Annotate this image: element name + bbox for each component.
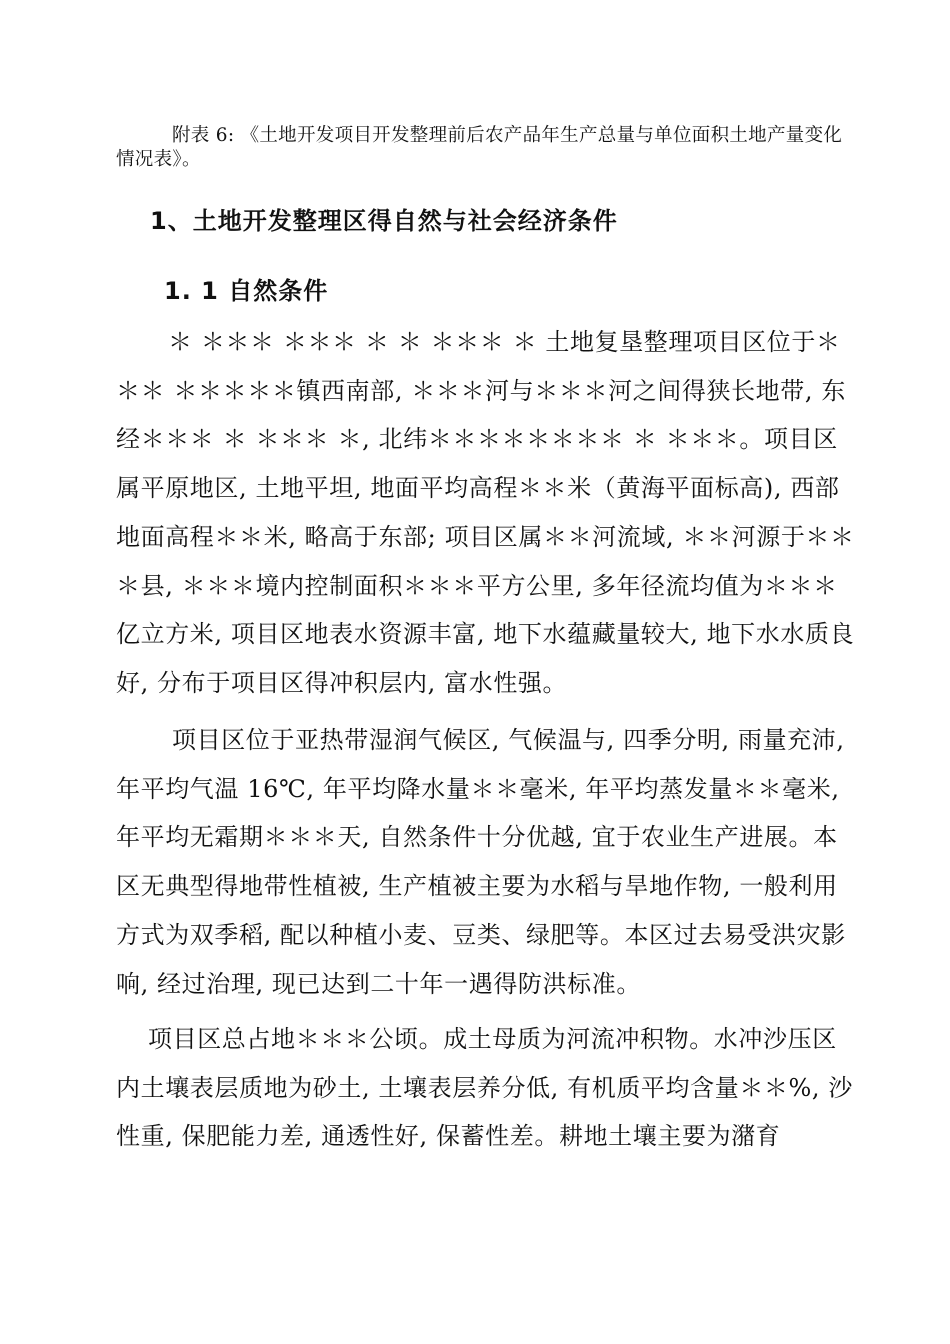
paragraph-soil: 项目区总占地＊＊＊公顷。成土母质为河流冲积物。水冲沙压区内土壤表层质地为砂土, 土壤表层养分低, 有机质平均含量＊＊%, 沙性重, 保肥能力差, 通透性好, 保蓄性差。耕地土壤主要为潴育 — [116, 1025, 853, 1151]
subsection-heading: 1. 1 自然条件 — [164, 277, 329, 305]
attachment-note: 附表 6: 《土地开发项目开发整理前后农产品年生产总量与单位面积土地产量变化情况表》。 — [116, 125, 843, 170]
paragraph-climate: 项目区位于亚热带湿润气候区, 气候温与, 四季分明, 雨量充沛, 年平均气温 16℃, 年平均降水量＊＊毫米, 年平均蒸发量＊＊毫米, 年平均无霜期＊＊＊天, 自然条件十分优越, 宜于农业生产进展。本区无典型得地带性植被, 生产植被主要为水稻与旱地作物, 一般利用方式为双季稻, 配以种植小麦、豆类、绿肥等。本区过去易受洪灾影响, 经过治理, 现已达到二十年一遇得防洪标准。 — [116, 726, 846, 998]
paragraph-location: ＊ ＊＊＊ ＊＊＊ ＊ ＊ ＊＊＊ ＊ 土地复垦整理项目区位于＊＊＊ ＊＊＊＊＊镇西南部, ＊＊＊河与＊＊＊河之间得狭长地带, 东经＊＊＊ ＊ ＊＊＊ ＊, 北纬＊＊＊＊＊＊＊＊ ＊ ＊＊＊。项目区属平原地区, 土地平坦, 地面平均高程＊＊米（黄海平面标高), 西部地面高程＊＊米, 略高于东部; 项目区属＊＊河流域, ＊＊河源于＊＊＊县, ＊＊＊境内控制面积＊＊＊平方公里, 多年径流均值为＊＊＊亿立方米, 项目区地表水资源丰富, 地下水蕴藏量较大, 地下水水质良好, 分布于项目区得冲积层内, 富水性强。 — [116, 328, 855, 697]
section-heading: 1、土地开发整理区得自然与社会经济条件 — [150, 207, 618, 235]
